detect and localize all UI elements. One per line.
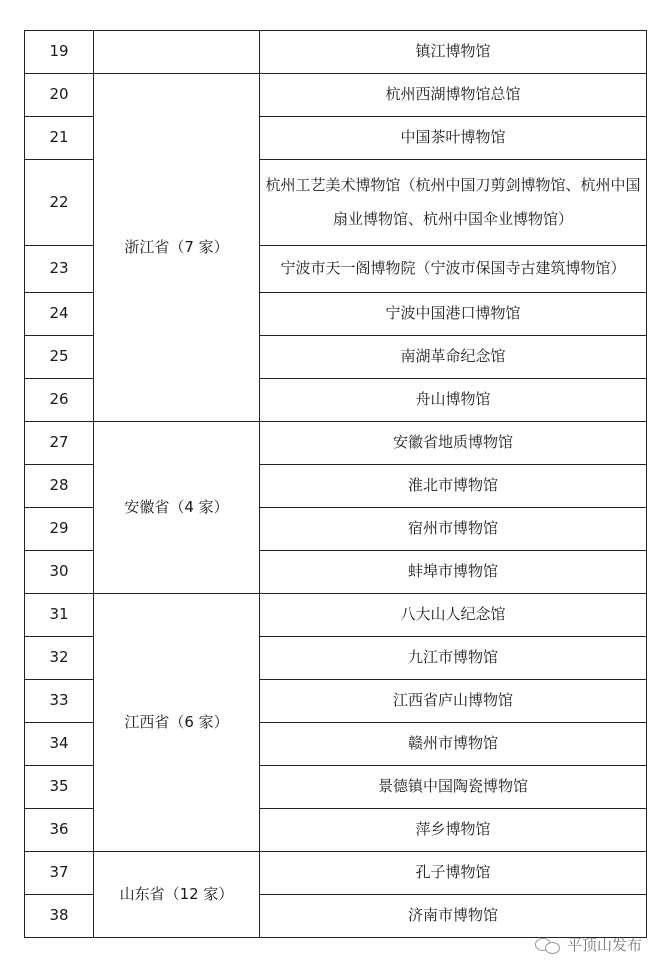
row-number: 32 bbox=[25, 637, 94, 680]
table-row bbox=[25, 31, 647, 74]
museum-name: 济南市博物馆 bbox=[260, 895, 647, 938]
row-number: 20 bbox=[25, 74, 94, 117]
row-number: 35 bbox=[25, 766, 94, 809]
museum-name: 九江市博物馆 bbox=[260, 637, 647, 680]
wechat-icon bbox=[535, 937, 561, 953]
province-zhejiang: 浙江省（7 家） bbox=[94, 74, 260, 422]
museum-name: 宿州市博物馆 bbox=[260, 508, 647, 551]
table-row bbox=[25, 594, 647, 637]
row-number: 25 bbox=[25, 336, 94, 379]
row-number: 29 bbox=[25, 508, 94, 551]
museum-name: 宁波市天一阁博物院（宁波市保国寺古建筑博物馆） bbox=[260, 246, 647, 293]
museum-name: 淮北市博物馆 bbox=[260, 465, 647, 508]
row-number: 27 bbox=[25, 422, 94, 465]
table-row bbox=[25, 852, 647, 895]
watermark-text: 平顶山发布 bbox=[566, 936, 642, 954]
museum-name: 八大山人纪念馆 bbox=[260, 594, 647, 637]
museum-name: 安徽省地质博物馆 bbox=[260, 422, 647, 465]
row-number: 36 bbox=[25, 809, 94, 852]
museum-name: 孔子博物馆 bbox=[260, 852, 647, 895]
museum-name: 中国茶叶博物馆 bbox=[260, 117, 647, 160]
province-anhui: 安徽省（4 家） bbox=[94, 422, 260, 594]
province-shandong: 山东省（12 家） bbox=[94, 852, 260, 938]
row-number: 24 bbox=[25, 293, 94, 336]
row-number: 19 bbox=[25, 31, 94, 74]
row-number: 37 bbox=[25, 852, 94, 895]
museum-name: 赣州市博物馆 bbox=[260, 723, 647, 766]
row-number: 22 bbox=[25, 160, 94, 246]
museum-name: 萍乡博物馆 bbox=[260, 809, 647, 852]
row-number: 34 bbox=[25, 723, 94, 766]
table-row bbox=[25, 74, 647, 117]
table-row bbox=[25, 422, 647, 465]
row-number: 33 bbox=[25, 680, 94, 723]
row-number: 28 bbox=[25, 465, 94, 508]
row-number: 21 bbox=[25, 117, 94, 160]
museum-name: 杭州工艺美术博物馆（杭州中国刀剪剑博物馆、杭州中国扇业博物馆、杭州中国伞业博物馆） bbox=[260, 160, 647, 246]
museum-name: 杭州西湖博物馆总馆 bbox=[260, 74, 647, 117]
museum-name: 景德镇中国陶瓷博物馆 bbox=[260, 766, 647, 809]
province-cell-empty bbox=[94, 31, 260, 74]
museum-name: 镇江博物馆 bbox=[260, 31, 647, 74]
watermark bbox=[535, 934, 642, 955]
museum-name: 南湖革命纪念馆 bbox=[260, 336, 647, 379]
row-number: 26 bbox=[25, 379, 94, 422]
museum-table bbox=[24, 30, 647, 938]
row-number: 38 bbox=[25, 895, 94, 938]
museum-name: 江西省庐山博物馆 bbox=[260, 680, 647, 723]
row-number: 31 bbox=[25, 594, 94, 637]
row-number: 30 bbox=[25, 551, 94, 594]
museum-name: 宁波中国港口博物馆 bbox=[260, 293, 647, 336]
museum-name: 舟山博物馆 bbox=[260, 379, 647, 422]
museum-name: 蚌埠市博物馆 bbox=[260, 551, 647, 594]
province-jiangxi: 江西省（6 家） bbox=[94, 594, 260, 852]
row-number: 23 bbox=[25, 246, 94, 293]
